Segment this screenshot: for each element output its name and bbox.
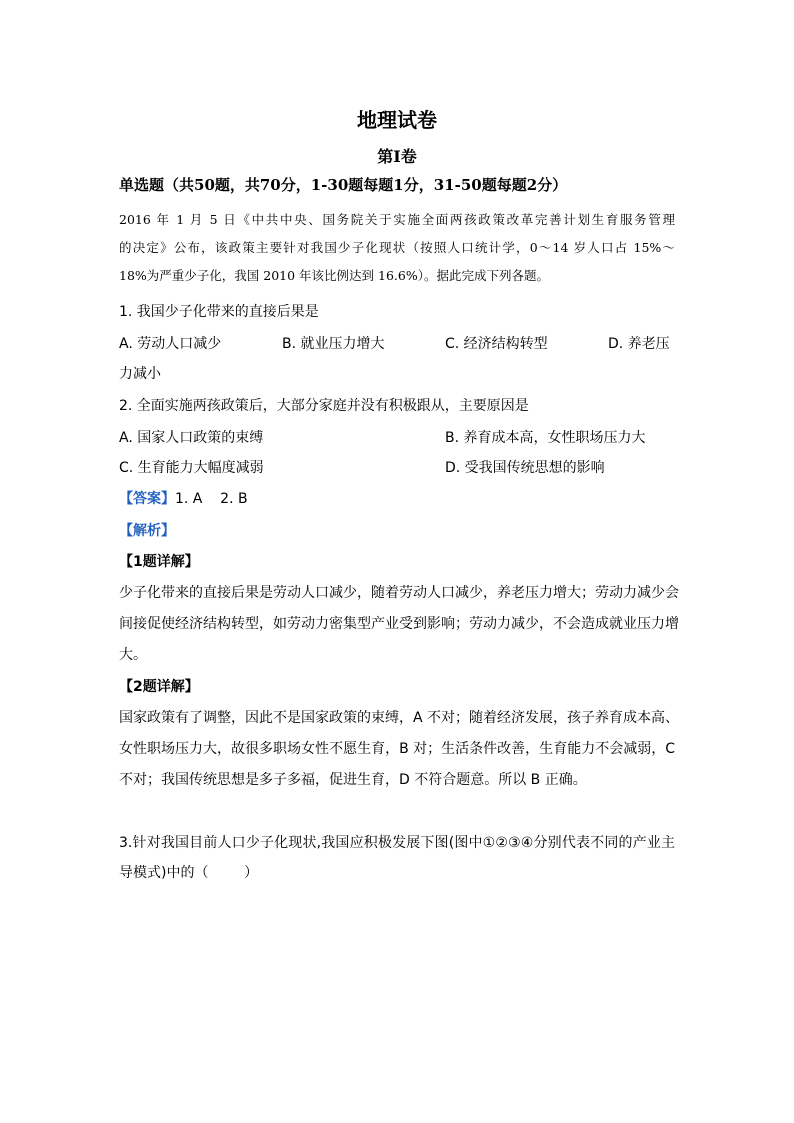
q2-option-d: D. 受我国传统思想的影响 bbox=[445, 460, 605, 476]
q1-option-a: A. 劳动人口减少 bbox=[119, 336, 222, 352]
question-3-line: 3.针对我国目前人口少子化现状,我国应积极发展下图(图中①②③④分别代表不同的产业主 bbox=[119, 835, 675, 851]
question-3-line: 导模式)中的（ ） bbox=[119, 865, 259, 881]
q2-option-c: C. 生育能力大幅度减弱 bbox=[119, 460, 264, 476]
section-heading: 单选题（共50题，共70分，1-30题每题1分，31-50题每题2分） bbox=[119, 176, 568, 194]
question-1-stem: 1. 我国少子化带来的直接后果是 bbox=[119, 304, 319, 320]
detail-2-line: 国家政策有了调整，因此不是国家政策的束缚，A 不对；随着经济发展，孩子养育成本高、 bbox=[119, 710, 680, 726]
passage-line: 的决定》公布，该政策主要针对我国少子化现状（按照人口统计学，0～14 岁人口占 15%～ bbox=[119, 240, 675, 255]
answer-value: 1. A 2. B bbox=[175, 491, 248, 507]
volume-subtitle: 第I卷 bbox=[377, 147, 417, 166]
q1-option-c: C. 经济结构转型 bbox=[445, 336, 548, 352]
answer-line bbox=[119, 488, 248, 508]
q1-option-wrap: 力减小 bbox=[119, 366, 161, 382]
detail-2-line: 不对；我国传统思想是多子多福，促进生育，D 不符合题意。所以 B 正确。 bbox=[119, 772, 587, 788]
detail-1-line: 大。 bbox=[119, 647, 147, 663]
analysis-label: 【解析】 bbox=[119, 523, 175, 539]
passage-line: 2016 年 1 月 5 日《中共中央、国务院关于实施全面两孩政策改革完善计划生育服务管理 bbox=[119, 212, 675, 227]
answer-label: 【答案】 bbox=[119, 491, 175, 507]
detail-2-label: 【2题详解】 bbox=[119, 679, 199, 695]
q2-option-b: B. 养育成本高，女性职场压力大 bbox=[445, 430, 646, 446]
q2-option-a: A. 国家人口政策的束缚 bbox=[119, 430, 264, 446]
q1-option-b: B. 就业压力增大 bbox=[282, 336, 385, 352]
passage-line: 18%为严重少子化，我国 2010 年该比例达到 16.6%）。据此完成下列各题。 bbox=[119, 268, 549, 283]
question-2-stem: 2. 全面实施两孩政策后，大部分家庭并没有积极跟从，主要原因是 bbox=[119, 398, 529, 414]
detail-1-line: 少子化带来的直接后果是劳动人口减少，随着劳动人口减少，养老压力增大；劳动力减少会 bbox=[119, 585, 679, 601]
detail-1-line: 间接促使经济结构转型，如劳动力密集型产业受到影响；劳动力减少，不会造成就业压力增 bbox=[119, 616, 679, 632]
q1-option-d: D. 养老压 bbox=[608, 336, 670, 352]
detail-2-line: 女性职场压力大，故很多职场女性不愿生育，B 对；生活条件改善，生育能力不会减弱，C bbox=[119, 741, 675, 757]
detail-1-label: 【1题详解】 bbox=[119, 554, 199, 570]
document-title: 地理试卷 bbox=[357, 108, 437, 132]
